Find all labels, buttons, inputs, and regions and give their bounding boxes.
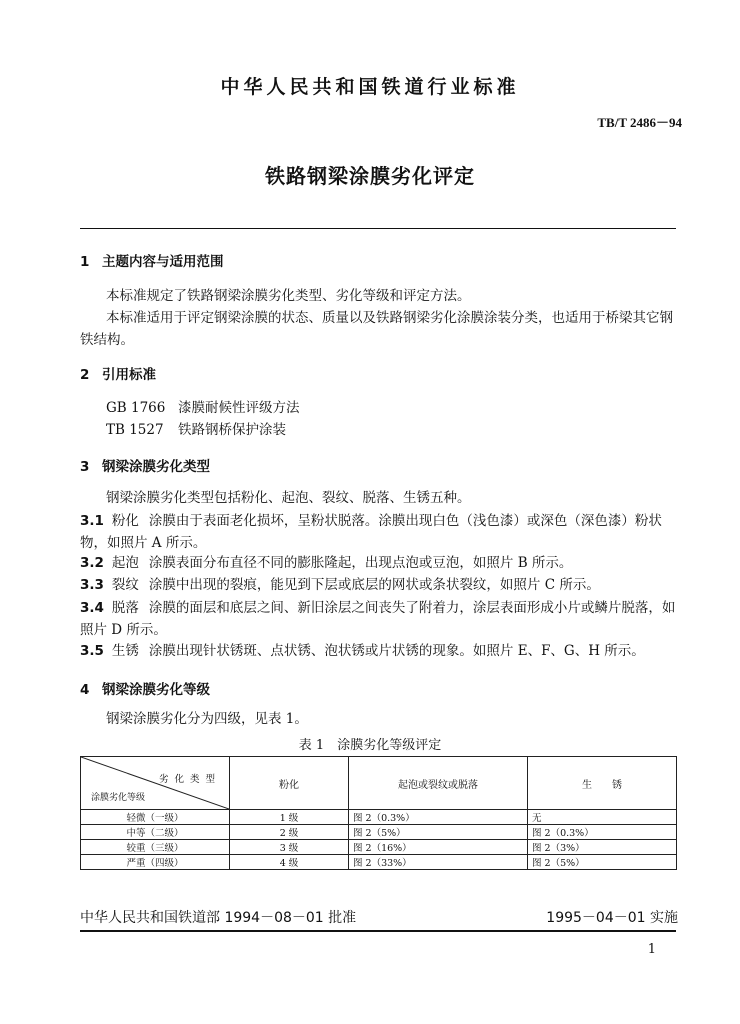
table-cell: 图 2（0.3%） [528,825,677,840]
reference-item [106,419,286,441]
clause-text: 涂膜的面层和底层之间、新旧涂层之间丧失了附着力，涂层表面形成小片或鳞片脱落，如照片 D 所示。 [80,600,676,638]
grade-cell: 中等（二级） [81,825,230,840]
clause-number: 3.1 [80,513,104,529]
clause-3-2 [80,552,676,574]
clause-3-4 [80,597,676,641]
clause-term: 起泡 [111,555,139,571]
section-3-intro: 钢梁涂膜劣化类型包括粉化、起泡、裂纹、脱落、生锈五种。 [106,490,471,506]
section-title: 引用标准 [102,367,156,383]
clause-term: 粉化 [111,513,139,529]
table-cell: 图 2（5%） [528,855,677,870]
clause-term: 裂纹 [111,577,139,593]
effective-date: 1995－04－01 实施 [546,910,678,926]
section-2-heading [80,363,156,383]
table-cell: 图 2（16%） [349,840,528,855]
table-cell: 无 [528,810,677,825]
section-3-heading [80,455,210,475]
clause-number: 3.2 [80,555,104,571]
clause-text: 涂膜出现针状锈斑、点状锈、泡状锈或片状锈的现象。如照片 E、F、G、H 所示。 [148,643,645,659]
table-cell: 图 2（5%） [349,825,528,840]
column-header: 起泡或裂纹或脱落 [349,757,528,810]
reference-code: GB 1766 [106,400,166,416]
footer-divider [80,930,676,932]
grade-cell: 较重（三级） [81,840,230,855]
section-number: 3 [80,459,90,475]
page-number: 1 [647,942,656,957]
clause-3-3 [80,574,676,596]
table-row [81,855,677,870]
reference-name: 漆膜耐候性评级方法 [178,400,300,416]
standard-title: 中华人民共和国铁道行业标准 [220,76,520,98]
section-4-intro: 钢梁涂膜劣化分为四级，见表 1。 [106,711,308,727]
reference-item [106,397,300,419]
diagonal-header-cell [81,757,230,810]
table-cell: 2 级 [230,825,349,840]
table-cell: 图 2（33%） [349,855,528,870]
table-header-row [81,757,677,810]
section-number: 1 [80,254,90,270]
column-header: 生 锈 [528,757,677,810]
clause-text: 涂膜表面分布直径不同的膨胀隆起，出现点泡或豆泡，如照片 B 所示。 [148,555,573,571]
section-title: 钢梁涂膜劣化类型 [102,459,210,475]
table-cell: 3 级 [230,840,349,855]
section-1-heading [80,250,224,270]
clause-text: 涂膜中出现的裂痕，能见到下层或底层的网状或条状裂纹，如照片 C 所示。 [148,577,600,593]
table-cell: 4 级 [230,855,349,870]
clause-number: 3.5 [80,643,104,659]
table-cell: 1 级 [230,810,349,825]
standard-code: TB/T 2486－94 [597,115,682,130]
clause-number: 3.3 [80,577,104,593]
section-number: 2 [80,367,90,383]
table-cell: 图 2（3%） [528,840,677,855]
section-4-heading [80,678,210,698]
diagonal-header-top: 劣化类型 [158,774,221,785]
section-1-paragraph-2: 本标准适用于评定钢梁涂膜的状态、质量以及铁路钢梁劣化涂膜涂装分类，也适用于桥梁其它钢铁结构。 [80,310,673,348]
reference-name: 铁路钢桥保护涂装 [178,422,286,438]
section-title: 钢梁涂膜劣化等级 [102,682,210,698]
document-title: 铁路钢梁涂膜劣化评定 [265,164,475,188]
reference-code: TB 1527 [106,422,164,438]
clause-text: 涂膜由于表面老化损坏，呈粉状脱落。涂膜出现白色（浅色漆）或深色（深色漆）粉状物，如照片 A 所示。 [80,513,662,551]
approval-line: 中华人民共和国铁道部 1994－08－01 批准 [80,910,357,926]
section-1-paragraph-1: 本标准规定了铁路钢梁涂膜劣化类型、劣化等级和评定方法。 [106,288,471,304]
clause-3-1 [80,510,676,554]
table-caption: 表 1 涂膜劣化等级评定 [298,738,442,753]
grade-cell: 轻微（一级） [81,810,230,825]
table-row [81,840,677,855]
table-row [81,825,677,840]
section-title: 主题内容与适用范围 [102,254,224,270]
title-divider [80,228,676,229]
table-cell: 图 2（0.3%） [349,810,528,825]
grade-cell: 严重（四级） [81,855,230,870]
clause-term: 生锈 [111,643,139,659]
clause-3-5 [80,640,676,662]
diagonal-header-bottom: 涂膜劣化等级 [91,793,146,803]
table-row [81,810,677,825]
section-number: 4 [80,682,90,698]
grade-table [80,756,677,870]
column-header: 粉化 [230,757,349,810]
clause-number: 3.4 [80,600,104,616]
clause-term: 脱落 [111,600,139,616]
